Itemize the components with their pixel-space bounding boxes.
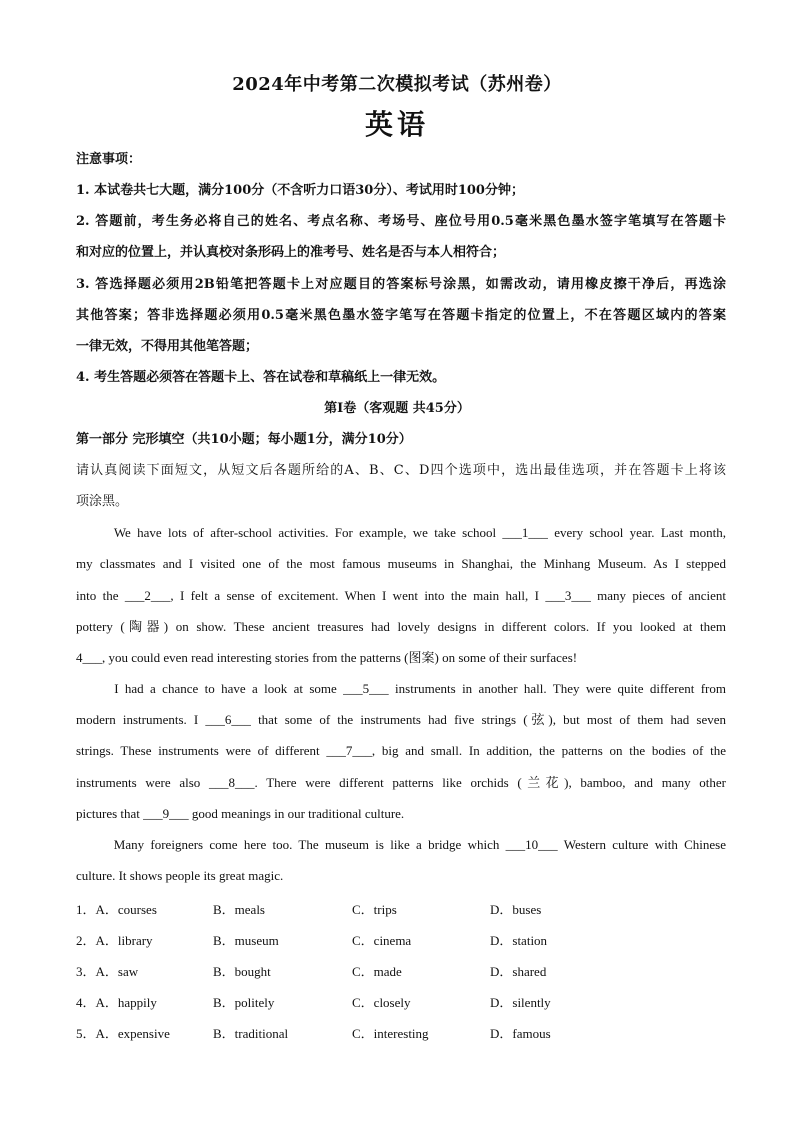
question-4-option-c: C．closely bbox=[352, 995, 411, 1010]
passage-line: culture. It shows people its great magic. bbox=[76, 868, 284, 883]
instruction-line-1: 请认真阅读下面短文，从短文后各题所给的A、B、C、D四个选项中，选出最佳选项，并在答题卡上将该 bbox=[76, 463, 726, 478]
notice-item-1: 1. 本试卷共七大题，满分100分（不含听力口语30分）、考试用时100分钟； bbox=[76, 183, 524, 198]
question-3-label: 3．A．saw bbox=[76, 964, 139, 979]
notice-item-4: 4. 考生答题必须答在答题卡上、答在试卷和草稿纸上一律无效。 bbox=[76, 370, 446, 385]
question-2-option-b: B．museum bbox=[213, 933, 279, 948]
passage-line: pictures that ___9___ good meanings in our traditional culture. bbox=[76, 806, 405, 821]
question-4-option-b: B．politely bbox=[213, 995, 275, 1010]
question-3-option-d: D．shared bbox=[490, 964, 547, 979]
notice-item-3-line-2: 其他答案；答非选择题必须用0.5毫米黑色墨水签字笔写在答题卡指定的位置上，不在答题区域内的答案 bbox=[76, 308, 726, 323]
question-1-option-d: D．buses bbox=[490, 902, 542, 917]
question-5-option-d: D．famous bbox=[490, 1026, 551, 1041]
question-5-option-b: B．traditional bbox=[213, 1026, 289, 1041]
question-3-option-b: B．bought bbox=[213, 964, 271, 979]
question-5-label: 5．A．expensive bbox=[76, 1026, 170, 1041]
subject-title: 英语 bbox=[364, 108, 429, 141]
notice-item-3-line-1: 3. 答选择题必须用2B铅笔把答题卡上对应题目的答案标号涂黑，如需改动，请用橡皮擦干净后，再选涂 bbox=[76, 277, 726, 292]
notice-item-2-line-2: 和对应的位置上，并认真校对条形码上的准考号、姓名是否与本人相符合； bbox=[76, 245, 506, 260]
question-2-option-d: D．station bbox=[490, 933, 548, 948]
passage-line: modern instruments. I ___6___ that some of the instruments had five strings (弦), but most of them had seven bbox=[76, 712, 726, 727]
notice-heading: 注意事项： bbox=[76, 152, 142, 167]
passage-line: strings. These instruments were of different ___7___, big and small. In addition, the patterns on the bodies of the bbox=[76, 743, 726, 758]
passage-line: into the ___2___, I felt a sense of excitement. When I went into the main hall, I ___3___ many pieces of ancient bbox=[76, 588, 726, 603]
question-4-label: 4．A．happily bbox=[76, 995, 157, 1010]
passage-line: I had a chance to have a look at some ___5___ instruments in another hall. They were quite different from bbox=[76, 681, 726, 696]
question-1-label: 1．A．courses bbox=[76, 902, 157, 917]
passage-line: 4___, you could even read interesting stories from the patterns (图案) on some of their surfaces! bbox=[76, 650, 578, 665]
exam-title: 2024年中考第二次模拟考试（苏州卷） bbox=[232, 74, 562, 95]
section-heading: 第Ⅰ卷（客观题 共45分） bbox=[324, 401, 470, 416]
question-3-option-c: C．made bbox=[352, 964, 402, 979]
passage-line: instruments were also ___8___. There were different patterns like orchids (兰花), bamboo, and many other bbox=[76, 775, 726, 790]
notice-item-2-line-1: 2. 答题前，考生务必将自己的姓名、考点名称、考场号、座位号用0.5毫米黑色墨水签字笔填写在答题卡 bbox=[76, 214, 726, 229]
question-1-option-b: B．meals bbox=[213, 902, 265, 917]
passage-line: my classmates and I visited one of the most famous museums in Shanghai, the Minhang Museum. As I stepped bbox=[76, 556, 726, 571]
question-2-option-c: C．cinema bbox=[352, 933, 412, 948]
notice-item-3-line-3: 一律无效，不得用其他笔答题； bbox=[76, 339, 259, 354]
passage-line: Many foreigners come here too. The museum is like a bridge which ___10___ Western culture with Chinese bbox=[76, 837, 726, 852]
question-2-label: 2．A．library bbox=[76, 933, 153, 948]
question-1-option-c: C．trips bbox=[352, 902, 397, 917]
question-5-option-c: C．interesting bbox=[352, 1026, 429, 1041]
part-heading: 第一部分 完形填空（共10小题；每小题1分，满分10分） bbox=[76, 432, 412, 447]
passage-line: We have lots of after-school activities. For example, we take school ___1___ every school year. Last month, bbox=[76, 525, 726, 540]
question-4-option-d: D．silently bbox=[490, 995, 551, 1010]
passage-line: pottery (陶器) on show. These ancient treasures had lovely designs in different colors. If you looked at them bbox=[76, 619, 726, 634]
instruction-line-2: 项涂黑。 bbox=[76, 494, 129, 509]
